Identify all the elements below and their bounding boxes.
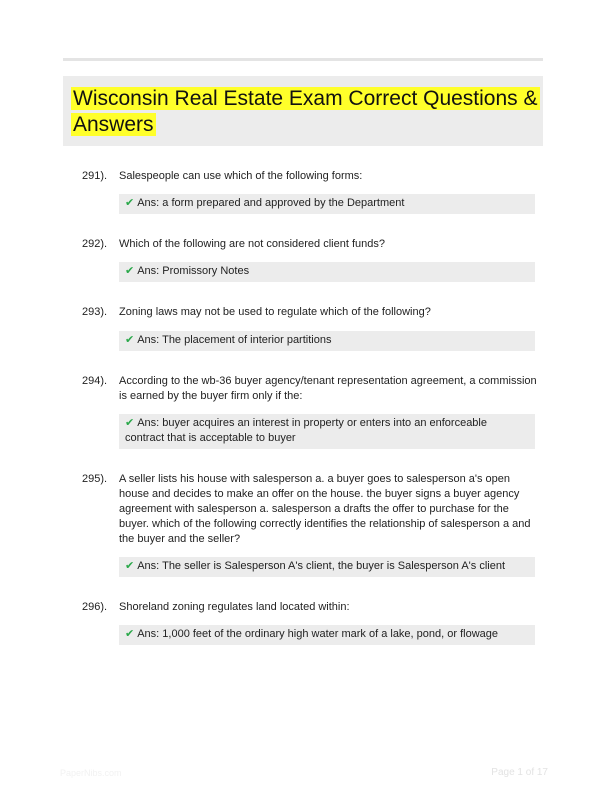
page-title-text: Wisconsin Real Estate Exam Correct Questions & Answers [73, 87, 538, 136]
check-icon: ✔ [125, 197, 135, 209]
question-number: 295). [82, 473, 108, 485]
page-title [71, 86, 541, 138]
footer-site: PaperNibs.com [60, 768, 122, 778]
answer-text: The placement of interior partitions [162, 334, 332, 346]
answer-prefix: Ans: [137, 197, 160, 209]
answer-box [119, 414, 535, 449]
footer-page-number: Page 1 of 17 [491, 767, 548, 778]
answer-box [119, 331, 535, 351]
top-divider [63, 58, 543, 61]
answer-prefix: Ans: [137, 628, 160, 640]
question-number: 292). [82, 238, 108, 250]
check-icon: ✔ [125, 334, 135, 346]
question-number: 291). [82, 170, 108, 182]
question-text: Shoreland zoning regulates land located within: [119, 601, 350, 613]
question-text: A seller lists his house with salesperson a. a buyer goes to salesperson a's open house and decides to make an offer on the house. the buyer signs a buyer agency agreement with salesperson a. salesperson a drafts the offer to purchase for the buyer. which of the following correctly identifies the relationship of salesperson a and the buyer and the seller? [119, 473, 531, 545]
question-text: Zoning laws may not be used to regulate which of the following? [119, 306, 431, 318]
answer-text: a form prepared and approved by the Department [162, 197, 405, 209]
answer-box [119, 262, 535, 282]
question-text: According to the wb-36 buyer agency/tenant representation agreement, a commission is earned by the buyer firm only if the: [119, 375, 537, 402]
question-text: Which of the following are not considered client funds? [119, 238, 385, 250]
question-number: 294). [82, 375, 108, 387]
answer-text: buyer acquires an interest in property or enters into an enforceable contract that is acceptable to buyer [125, 417, 487, 444]
check-icon: ✔ [125, 628, 135, 640]
check-icon: ✔ [125, 560, 135, 572]
answer-prefix: Ans: [137, 265, 160, 277]
answer-text: Promissory Notes [162, 265, 250, 277]
answer-box [119, 625, 535, 645]
question-text: Salespeople can use which of the following forms: [119, 170, 363, 182]
answer-prefix: Ans: [137, 560, 160, 572]
answer-box [119, 557, 535, 577]
answer-text: 1,000 feet of the ordinary high water mark of a lake, pond, or flowage [162, 628, 498, 640]
question-number: 296). [82, 601, 108, 613]
answer-prefix: Ans: [137, 334, 160, 346]
answer-box [119, 194, 535, 214]
check-icon: ✔ [125, 265, 135, 277]
question-number: 293). [82, 306, 108, 318]
check-icon: ✔ [125, 417, 135, 429]
answer-text: The seller is Salesperson A's client, the buyer is Salesperson A's client [162, 560, 506, 572]
answer-prefix: Ans: [137, 417, 160, 429]
